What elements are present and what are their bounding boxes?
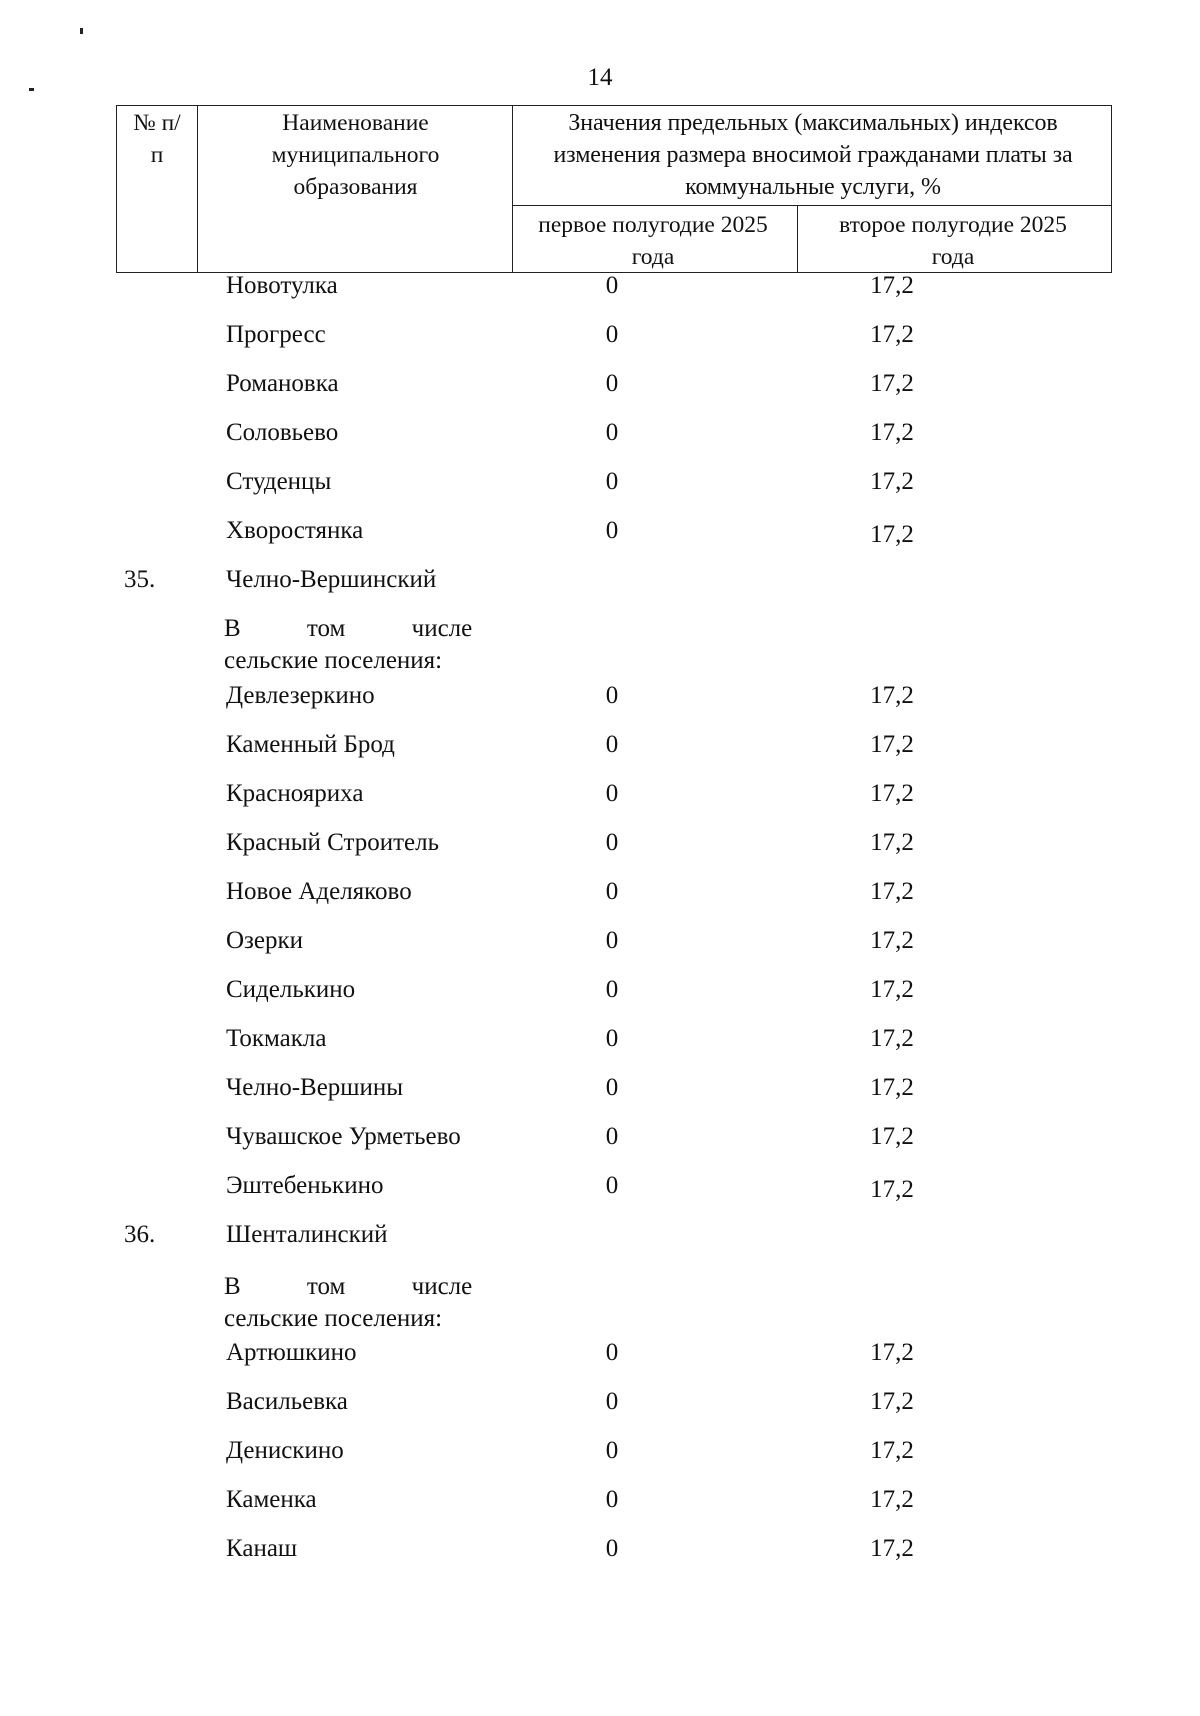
row-value-second: 17,2	[870, 321, 914, 348]
row-name: Красный Строитель	[226, 829, 440, 856]
row-value-second: 17,2	[870, 1074, 914, 1101]
row-intro-line: сельские поселения:	[224, 647, 443, 674]
row-name: Каменка	[226, 1486, 317, 1513]
row-name: Краснояриха	[226, 780, 364, 807]
row-value-second: 17,2	[870, 829, 914, 856]
row-value-second: 17,2	[870, 1339, 914, 1366]
header-col-first: первое полугодие 2025 года	[538, 212, 768, 270]
row-name: Озерки	[226, 927, 304, 954]
row-value-second: 17,2	[870, 682, 914, 709]
row-value-first: 0	[605, 321, 619, 348]
row-value-first: 0	[605, 927, 619, 954]
row-value-first: 0	[605, 370, 619, 397]
row-num: 36.	[124, 1221, 156, 1248]
row-name: Шенталинский	[226, 1221, 388, 1248]
row-value-second: 17,2	[870, 1437, 914, 1464]
page-number: 14	[587, 64, 613, 91]
scan-speck	[80, 28, 83, 34]
row-value-second: 17,2	[870, 1176, 914, 1203]
row-value-second: 17,2	[870, 1123, 914, 1150]
row-name: Романовка	[226, 370, 339, 397]
row-name: Прогресс	[226, 321, 326, 348]
row-value-first: 0	[605, 829, 619, 856]
header-values-group: Значения предельных (максимальных) индексов изменения размера вносимой гражданами платы за коммунальные услуги, %	[553, 110, 1073, 200]
row-name: Новотулка	[226, 272, 338, 299]
row-value-second: 17,2	[870, 1486, 914, 1513]
index-table	[116, 105, 1112, 1562]
row-name: Челно-Вершинский	[226, 566, 437, 593]
row-value-second: 17,2	[870, 370, 914, 397]
row-value-first: 0	[605, 731, 619, 758]
row-value-second: 17,2	[870, 1535, 914, 1562]
row-name: Сиделькино	[226, 976, 356, 1003]
header-num: № п/п	[133, 110, 181, 168]
row-name: Каменный Брод	[226, 731, 395, 758]
row-name: Новое Аделяково	[226, 878, 412, 905]
row-name: Хворостянка	[226, 517, 364, 544]
header-name: Наименование муниципального образования	[271, 110, 440, 200]
row-name: Токмакла	[226, 1025, 327, 1052]
row-value-first: 0	[605, 1025, 619, 1052]
row-value-second: 17,2	[870, 976, 914, 1003]
row-value-first: 0	[605, 976, 619, 1003]
row-value-second: 17,2	[870, 780, 914, 807]
row-value-first: 0	[605, 1486, 619, 1513]
row-value-second: 17,2	[870, 1025, 914, 1052]
row-intro-line: В том числе	[224, 615, 473, 642]
row-value-first: 0	[605, 1123, 619, 1150]
row-value-first: 0	[605, 682, 619, 709]
row-name: Челно-Вершины	[226, 1074, 404, 1101]
row-name: Студенцы	[226, 468, 332, 495]
row-name: Васильевка	[226, 1388, 348, 1415]
row-intro-line: В том числе	[224, 1273, 473, 1300]
row-intro	[224, 1271, 512, 1335]
row-name: Чувашское Урметьево	[226, 1123, 461, 1150]
row-value-first: 0	[605, 780, 619, 807]
row-value-first: 0	[605, 1535, 619, 1562]
row-value-second: 17,2	[870, 731, 914, 758]
row-value-second: 17,2	[870, 419, 914, 446]
row-name: Эштебенькино	[226, 1172, 384, 1199]
row-intro	[224, 613, 512, 677]
row-value-second: 17,2	[870, 878, 914, 905]
row-value-first: 0	[605, 517, 619, 544]
row-intro-line: сельские поселения:	[224, 1305, 443, 1332]
row-value-first: 0	[605, 272, 619, 299]
row-value-first: 0	[605, 1172, 619, 1199]
row-value-first: 0	[605, 1074, 619, 1101]
row-name: Девлезеркино	[226, 682, 375, 709]
row-value-first: 0	[605, 1437, 619, 1464]
table-header	[116, 105, 1112, 273]
row-value-second: 17,2	[870, 521, 914, 548]
header-col-second: второе полугодие 2025 года	[839, 212, 1067, 270]
row-name: Артюшкино	[226, 1339, 357, 1366]
row-value-second: 17,2	[870, 1388, 914, 1415]
row-value-second: 17,2	[870, 927, 914, 954]
row-num: 35.	[124, 566, 156, 593]
row-value-first: 0	[605, 1388, 619, 1415]
row-name: Денискино	[226, 1437, 344, 1464]
row-name: Канаш	[226, 1535, 298, 1562]
row-value-second: 17,2	[870, 272, 914, 299]
row-value-first: 0	[605, 878, 619, 905]
row-value-first: 0	[605, 419, 619, 446]
row-value-first: 0	[605, 468, 619, 495]
row-name: Соловьево	[226, 419, 339, 446]
row-value-second: 17,2	[870, 468, 914, 495]
row-value-first: 0	[605, 1339, 619, 1366]
